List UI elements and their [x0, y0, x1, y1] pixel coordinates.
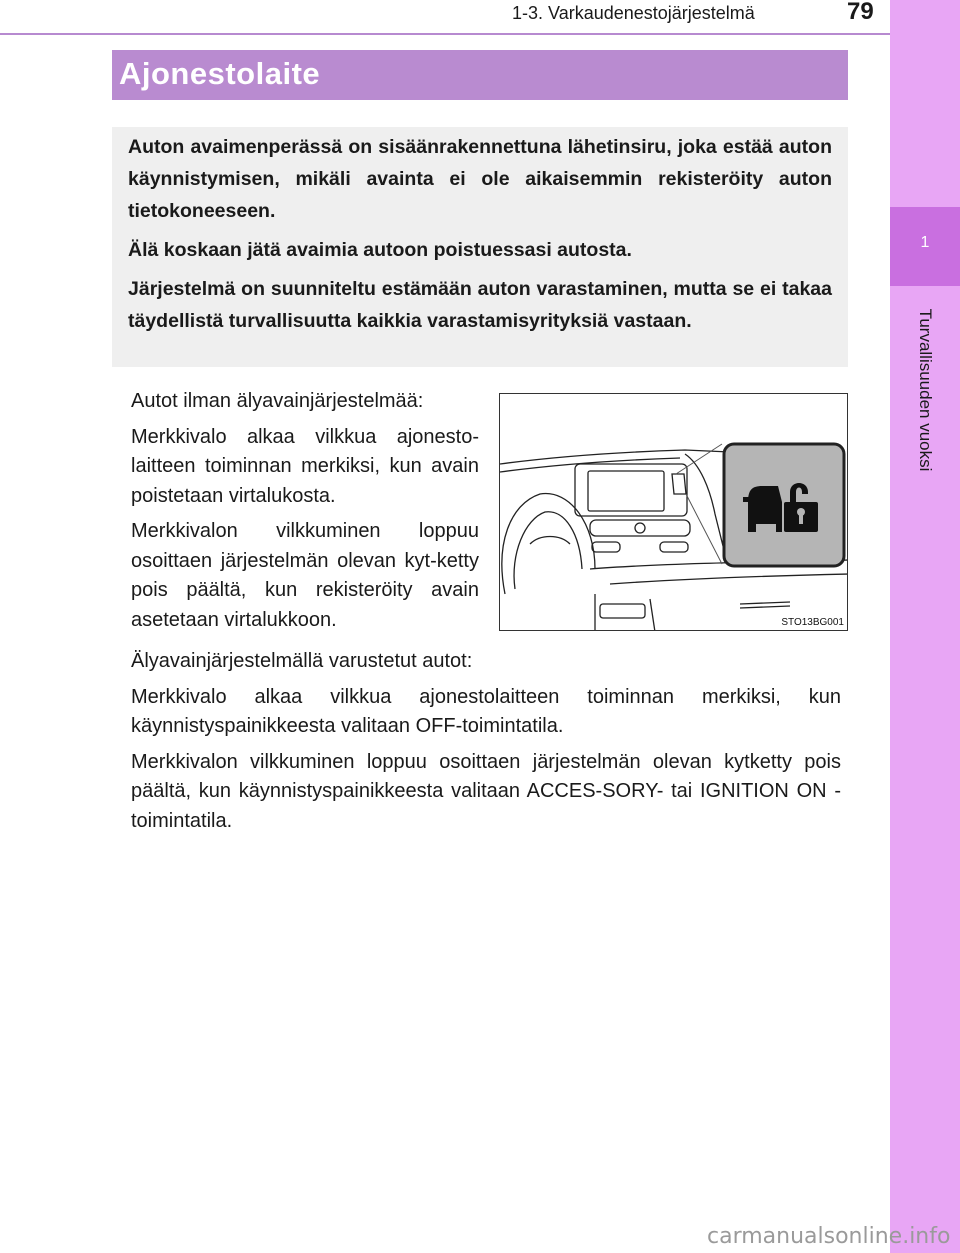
chapter-number: 1	[890, 207, 960, 286]
intro-box	[112, 127, 848, 367]
body-full-width	[131, 647, 841, 842]
dashboard-illustration	[500, 394, 848, 631]
body-paragraph: Merkkivalon vilkkuminen loppuu osoittaen järjestelmän olevan kyt-ketty pois päältä, kun rekisteröity avain asetetaan virtalukkoon.	[131, 520, 479, 631]
chapter-title: Turvallisuuden vuoksi	[916, 308, 935, 472]
no-smart-key-heading: Autot ilman älyavainjärjestelmää:	[131, 390, 424, 412]
smart-key-heading: Älyavainjärjestelmällä varustetut autot:	[131, 650, 473, 672]
watermark: carmanualsonline.info	[707, 1224, 951, 1249]
figure-code: STO13BG001	[781, 617, 844, 628]
body-column	[131, 387, 479, 641]
body-paragraph: Merkkivalo alkaa vilkkua ajonestolaitteen toiminnan merkiksi, kun käynnistyspainikkeesta valitaan OFF-toimintatila.	[131, 685, 841, 737]
section-title: Ajonestolaite	[112, 50, 848, 100]
intro-paragraph: Auton avaimenperässä on sisäänrakennettuna lähetinsiru, joka estää auton käynnistymisen, mikäli avainta ei ole aikaisemmin rekisteröity auton tietokoneeseen.	[128, 136, 832, 222]
body-paragraph: Merkkivalon vilkkuminen loppuu osoittaen järjestelmän olevan kytketty pois päältä, kun käynnistyspainikkeesta valitaan ACCES-SORY- tai IGNITION ON -toimintatila.	[131, 750, 841, 832]
intro-paragraph: Järjestelmä on suunniteltu estämään auton varastaminen, mutta se ei takaa täydellistä turvallisuutta kaikkia varastamisyrityksiä vastaan.	[128, 278, 832, 332]
dashboard-figure	[499, 393, 848, 631]
side-tab	[890, 0, 960, 1253]
page-number: 79	[847, 0, 874, 25]
intro-paragraph: Älä koskaan jätä avaimia autoon poistuessasi autosta.	[128, 239, 632, 261]
running-head: 1-3. Varkaudenestojärjestelmä	[512, 3, 755, 23]
body-paragraph: Merkkivalo alkaa vilkkua ajonesto-laitteen toiminnan merkiksi, kun avain poistetaan virtalukosta.	[131, 425, 479, 507]
header-rule	[0, 33, 890, 35]
